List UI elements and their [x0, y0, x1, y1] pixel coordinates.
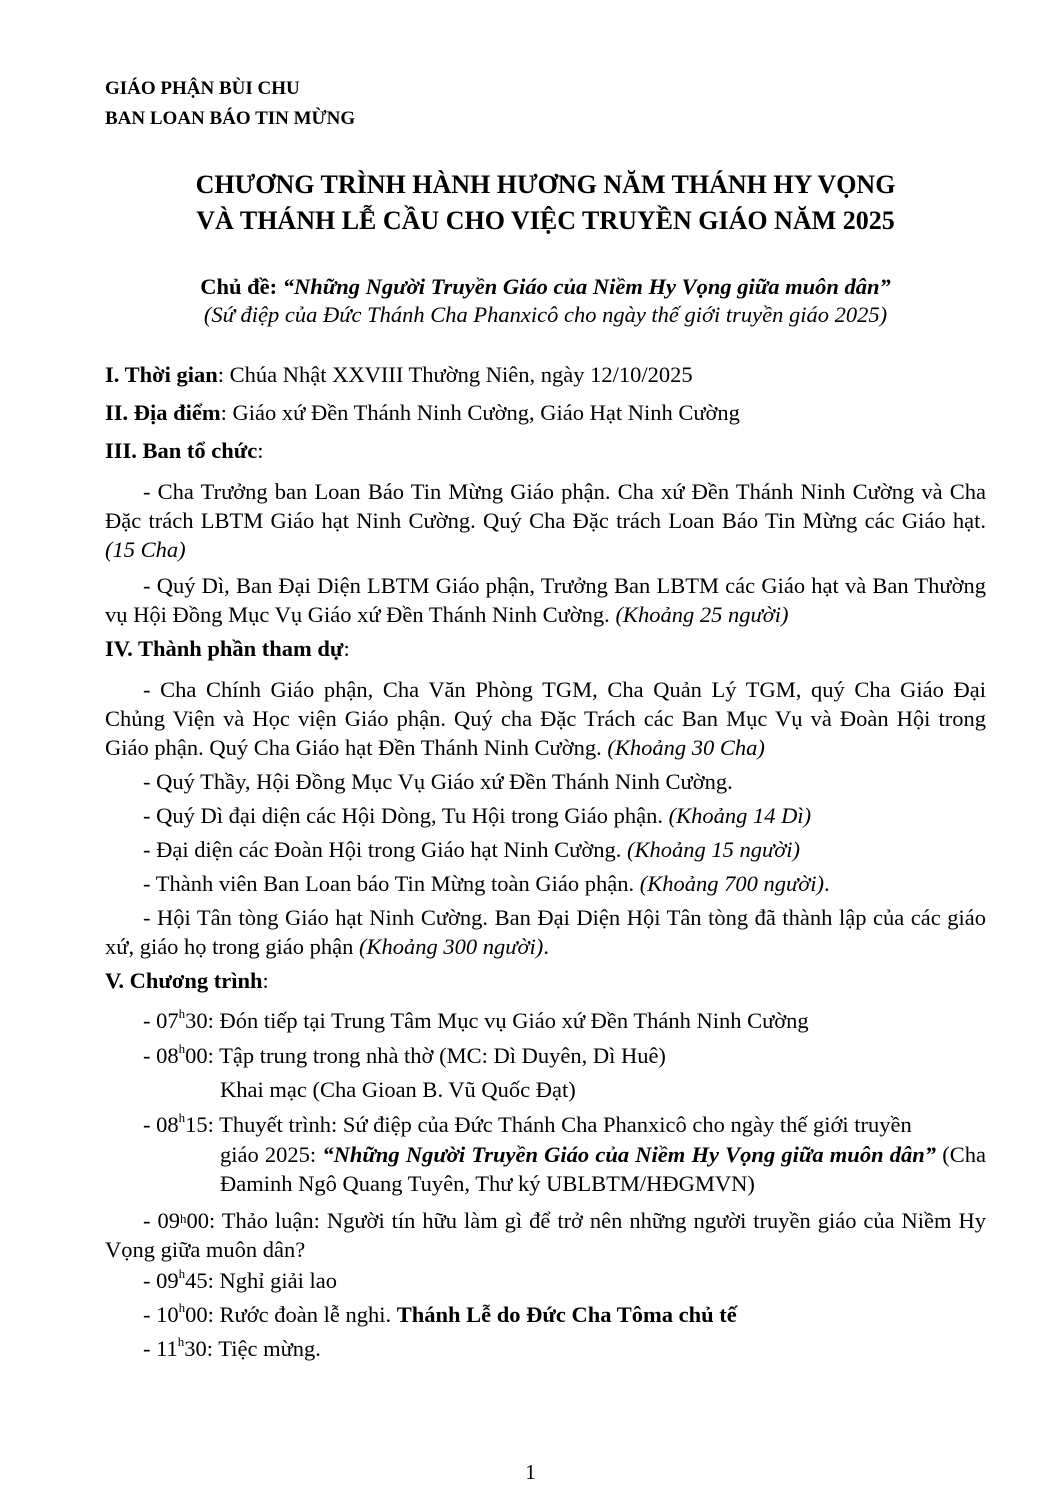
- participant-item: [105, 835, 986, 864]
- program-item: [143, 1112, 912, 1138]
- program-minute: 30: [185, 1008, 208, 1033]
- organizer-item-text: - Quý Dì, Ban Đại Diện LBTM Giáo phận, Trưởng Ban LBTM các Giáo hạt và Ban Thường vụ Hội Đồng Mục Vụ Giáo xứ Đền Thánh Ninh Cường.: [105, 573, 986, 627]
- program-text: : Nghỉ giải lao: [207, 1268, 337, 1293]
- diocese-name: GIÁO PHẬN BÙI CHU: [105, 78, 300, 99]
- program-item: [143, 1302, 737, 1328]
- participant-item-note: (Khoảng 30 Cha): [607, 735, 765, 760]
- section-time: [105, 362, 986, 388]
- punctuation: .: [543, 934, 549, 959]
- colon: :: [262, 968, 269, 993]
- participant-item-note: (Khoảng 700 người): [639, 871, 825, 896]
- participant-item-text: - Hội Tân tòng Giáo hạt Ninh Cường. Ban Đại Diện Hội Tân tòng đã thành lập của các giáo xứ, giáo họ trong giáo phận: [105, 905, 986, 959]
- theme-line: [105, 274, 986, 300]
- organizer-item-note: (Khoảng 25 người): [615, 602, 789, 627]
- punctuation: .: [824, 871, 830, 896]
- participant-item: [105, 801, 986, 830]
- hour-marker: h: [178, 1300, 186, 1315]
- participant-item-text: - Quý Dì đại diện các Hội Dòng, Tu Hội trong Giáo phận.: [143, 803, 669, 828]
- program-hour: 08: [156, 1112, 179, 1137]
- dash: -: [143, 1043, 157, 1068]
- organizer-item: [105, 477, 986, 564]
- program-hour: 11: [156, 1336, 178, 1361]
- program-item: [143, 1043, 666, 1069]
- program-item-continuation: [220, 1140, 986, 1198]
- document-title-line2: VÀ THÁNH LỄ CẦU CHO VIỆC TRUYỀN GIÁO NĂM 2025: [196, 206, 895, 235]
- program-minute: 30: [184, 1336, 207, 1361]
- document-title-line1: CHƯƠNG TRÌNH HÀNH HƯƠNG NĂM THÁNH HY VỌNG: [195, 170, 896, 199]
- program-text: : Tiệc mừng.: [206, 1336, 321, 1361]
- section-time-value: : Chúa Nhật XXVIII Thường Niên, ngày 12/10/2025: [217, 362, 693, 387]
- section-participants: [105, 636, 986, 662]
- section-program: [105, 968, 986, 994]
- participant-item-note: (Khoảng 14 Dì): [668, 803, 812, 828]
- section-organizers: [105, 438, 986, 464]
- section-program-label: V. Chương trình: [105, 968, 263, 993]
- participant-item: [105, 869, 986, 898]
- program-hour: 09: [157, 1208, 180, 1233]
- participant-item-text: - Thành viên Ban Loan báo Tin Mừng toàn Giáo phận.: [143, 871, 640, 896]
- organizer-item: [105, 571, 986, 629]
- program-hour: 09: [156, 1268, 179, 1293]
- program-item: [143, 1008, 809, 1034]
- dash: -: [143, 1302, 157, 1327]
- office-name: BAN LOAN BÁO TIN MỪNG: [105, 108, 356, 129]
- participant-item-note: (Khoảng 300 người): [359, 934, 544, 959]
- organizer-item-note: (15 Cha): [105, 537, 186, 562]
- section-place: [105, 400, 986, 426]
- hour-marker: h: [178, 1006, 186, 1021]
- program-hour: 10: [156, 1302, 179, 1327]
- dash: -: [143, 1112, 157, 1137]
- section-place-label: II. Địa điểm: [105, 400, 221, 425]
- dash: -: [143, 1208, 158, 1233]
- participant-item-text: - Đại diện các Đoàn Hội trong Giáo hạt Ninh Cường.: [143, 837, 627, 862]
- program-hour: 08: [156, 1043, 179, 1068]
- program-minute: 45: [185, 1268, 208, 1293]
- page-number: 1: [525, 1460, 536, 1484]
- participant-item-note: (Khoảng 15 người): [626, 837, 801, 862]
- program-minute: 15: [185, 1112, 208, 1137]
- colon: :: [257, 438, 264, 463]
- program-minute: 00: [185, 1302, 208, 1327]
- section-organizers-label: III. Ban tổ chức: [105, 438, 258, 463]
- program-theme-title: “Những Người Truyền Giáo của Niềm Hy Vọng giữa muôn dân”: [322, 1142, 937, 1167]
- program-text: giáo 2025:: [220, 1142, 323, 1167]
- participant-item: [105, 675, 986, 762]
- participant-item-text: - Cha Chính Giáo phận, Cha Văn Phòng TGM, Cha Quản Lý TGM, quý Cha Giáo Đại Chủng Viện và Học viện Giáo phận. Quý cha Đặc Trách các Ban Mục Vụ và Đoàn Hội trong Giáo phận. Quý Cha Giáo hạt Đền Thánh Ninh Cường.: [105, 677, 986, 760]
- dash: -: [143, 1336, 157, 1361]
- theme-subtitle: (Sứ điệp của Đức Thánh Cha Phanxicô cho ngày thế giới truyền giáo 2025): [203, 302, 888, 327]
- participant-item-text: - Quý Thầy, Hội Đồng Mục Vụ Giáo xứ Đền Thánh Ninh Cường.: [143, 769, 733, 794]
- program-text: : Rước đoàn lễ nghi.: [207, 1302, 397, 1327]
- program-text: : Thảo luận: Người tín hữu làm gì để trở nên những người truyền giáo của Niềm Hy Vọng giữa muôn dân?: [105, 1208, 986, 1262]
- program-item-continuation: Khai mạc (Cha Gioan B. Vũ Quốc Đạt): [220, 1077, 576, 1102]
- program-minute: 00: [185, 1043, 208, 1068]
- program-item: [143, 1336, 321, 1362]
- hour-marker: h: [178, 1266, 186, 1281]
- program-mass-highlight: Thánh Lễ do Đức Cha Tôma chủ tế: [396, 1302, 737, 1327]
- program-text: : Đón tiếp tại Trung Tâm Mục vụ Giáo xứ Đền Thánh Ninh Cường: [207, 1008, 809, 1033]
- dash: -: [143, 1268, 157, 1293]
- program-item: [105, 1206, 986, 1264]
- participant-item: [105, 903, 986, 961]
- program-hour: 07: [156, 1008, 179, 1033]
- organizer-item-text: - Cha Trưởng ban Loan Báo Tin Mừng Giáo phận. Cha xứ Đền Thánh Ninh Cường và Cha Đặc trách LBTM Giáo hạt Ninh Cường. Quý Cha Đặc trách Loan Báo Tin Mừng các Giáo hạt.: [105, 479, 986, 533]
- theme-text: “Những Người Truyền Giáo của Niềm Hy Vọng giữa muôn dân”: [282, 274, 891, 299]
- hour-marker: h: [179, 1211, 187, 1226]
- dash: -: [143, 1008, 157, 1033]
- theme-label: Chủ đề:: [200, 274, 278, 299]
- participant-item: [105, 767, 986, 796]
- hour-marker: h: [178, 1041, 186, 1056]
- program-text: (Cha Đaminh Ngô Quang Tuyên, Thư ký UBLBTM/HĐGMVN): [220, 1142, 986, 1196]
- hour-marker: h: [178, 1110, 186, 1125]
- section-participants-label: IV. Thành phần tham dự: [105, 636, 344, 661]
- program-minute: 00: [186, 1208, 209, 1233]
- section-place-value: : Giáo xứ Đền Thánh Ninh Cường, Giáo Hạt Ninh Cường: [220, 400, 740, 425]
- section-time-label: I. Thời gian: [105, 362, 218, 387]
- hour-marker: h: [177, 1334, 185, 1349]
- program-item: [143, 1268, 337, 1294]
- colon: :: [343, 636, 350, 661]
- program-text: : Tập trung trong nhà thờ (MC: Dì Duyên, Dì Huê): [207, 1043, 666, 1068]
- program-text: : Thuyết trình: Sứ điệp của Đức Thánh Cha Phanxicô cho ngày thế giới truyền: [207, 1112, 912, 1137]
